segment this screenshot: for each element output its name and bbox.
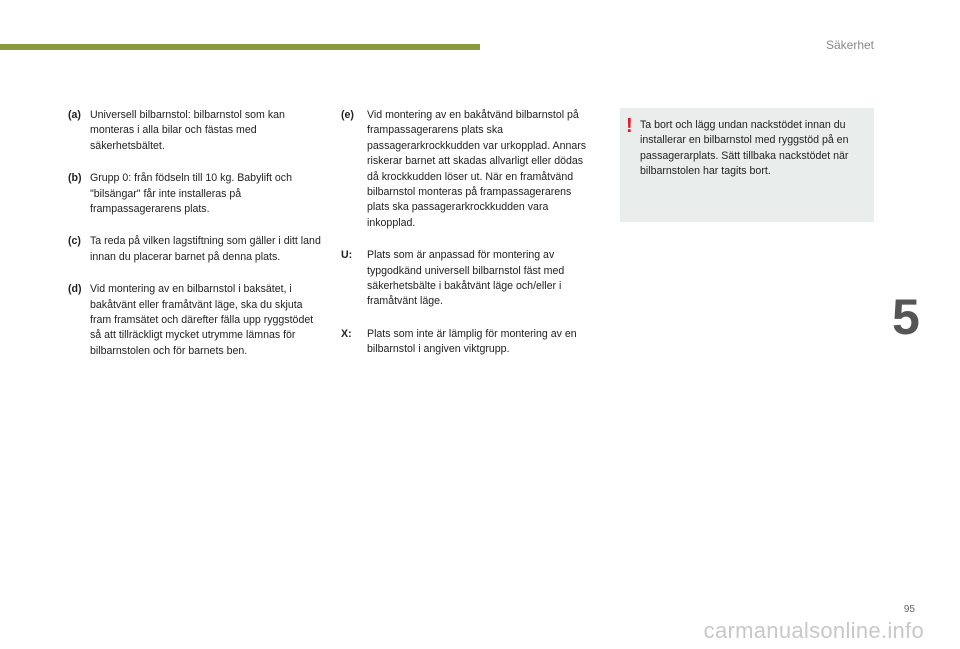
entry-key: (b) — [68, 172, 82, 185]
definition-entry-a — [68, 108, 324, 154]
chapter-number: 5 — [892, 289, 920, 345]
middle-column — [341, 108, 595, 375]
watermark: carmanualsonline.info — [703, 618, 924, 643]
entry-text: Plats som är anpassad för montering av typgodkänd universell bilbarnstol fäst med säkerhetsbälte i bakåtvänt läge och/eller i framåtvänt läge. — [367, 249, 565, 308]
warning-text: Ta bort och lägg undan nackstödet innan du installerar en bilbarnstol med ryggstöd på en passagerarplats. Sätt tillbaka nackstödet när bilbarnstolen har tagits bort. — [640, 119, 849, 178]
exclamation-icon: ! — [626, 115, 633, 137]
definition-entry-x — [341, 327, 595, 358]
entry-text: Universell bilbarnstol: bilbarnstol som kan monteras i alla bilar och fästas med säkerhetsbältet. — [90, 109, 285, 152]
definition-entry-e — [341, 108, 595, 231]
entry-key: U: — [341, 249, 353, 262]
entry-key: (a) — [68, 109, 81, 121]
entry-key: (d) — [68, 283, 82, 296]
entry-text: Vid montering av en bilbarnstol i baksätet, i bakåtvänt eller framåtvänt läge, ska du skjuta fram framsätet och därefter fälla upp ryggstödet så att tillräckligt mycket utrymme lämnas för bilbarnstolen och för barnets ben. — [90, 283, 314, 357]
section-accent-bar — [0, 44, 480, 50]
entry-text: Grupp 0: från födseln till 10 kg. Babylift och "bilsängar" får inte installeras på frampassagerarens plats. — [90, 172, 292, 216]
section-title: Säkerhet — [825, 38, 874, 52]
entry-key: (e) — [341, 109, 354, 121]
page-number: 95 — [903, 604, 915, 615]
warning-box — [620, 108, 874, 222]
definition-entry-d — [68, 282, 324, 359]
entry-text: Vid montering av en bakåtvänd bilbarnstol på frampassagerarens plats ska passagerarkrockkudden var urkopplad. Annars riskerar barnet att skadas allvarligt eller dödas då krockkudden löser ut. När en framåtvänd bilbarnstol monteras på frampassagerarens plats ska passagerarkrockkudden vara inkopplad. — [367, 109, 587, 229]
definition-entry-b — [68, 171, 324, 217]
entry-text: Plats som inte är lämplig för montering av en bilbarnstol i angiven viktgrupp. — [367, 327, 577, 356]
left-column — [68, 108, 324, 376]
definition-entry-u — [341, 248, 595, 310]
definition-entry-c — [68, 234, 324, 265]
entry-key: (c) — [68, 235, 81, 248]
entry-key: X: — [341, 327, 352, 340]
entry-text: Ta reda på vilken lagstiftning som gäller i ditt land innan du placerar barnet på denna plats. — [90, 235, 321, 263]
